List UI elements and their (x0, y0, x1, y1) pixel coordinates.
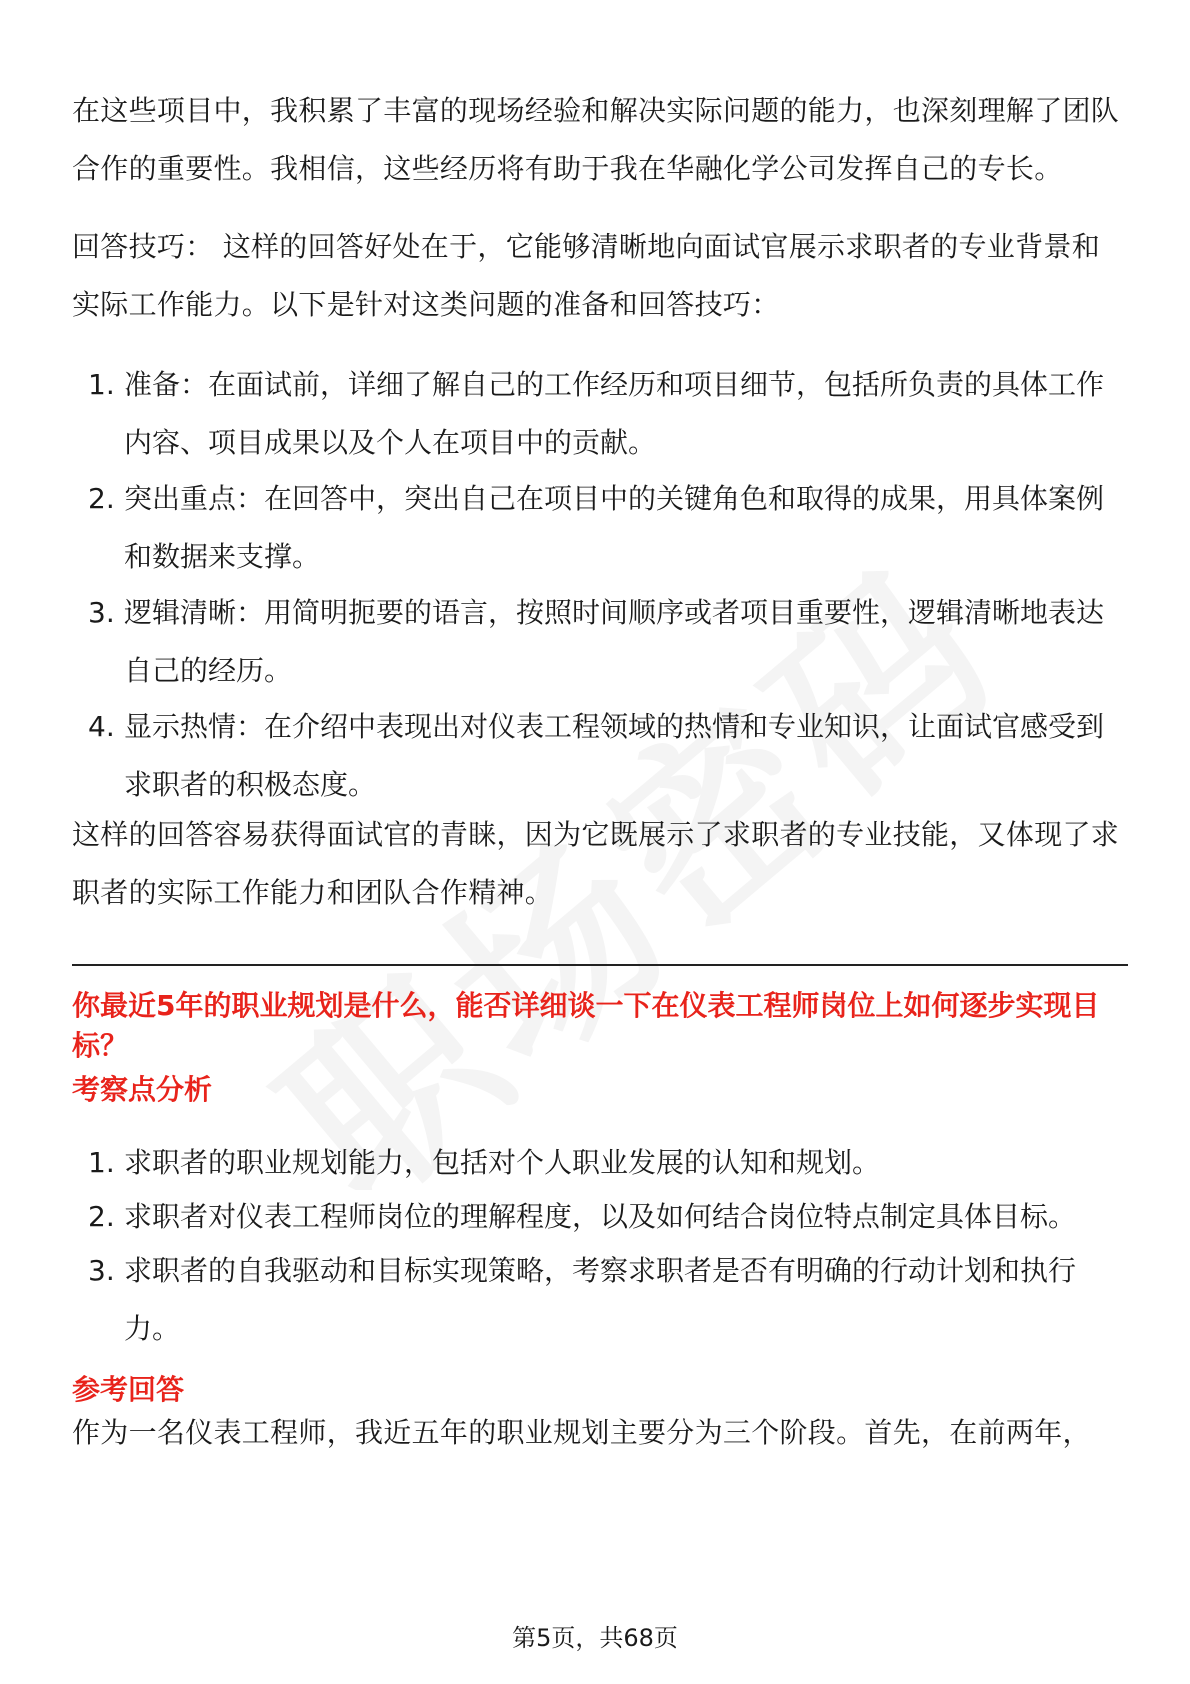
list-item-number: 2. (88, 1200, 115, 1233)
list-item (72, 698, 1128, 814)
list-item-number: 3. (88, 1254, 115, 1287)
section-divider (72, 964, 1128, 966)
paragraph-answer-tips: 回答技巧： 这样的回答好处在于，它能够清晰地向面试官展示求职者的专业背景和实际工作能力。以下是针对这类问题的准备和回答技巧： (72, 230, 1101, 321)
page-number-footer: 第5页，共68页 (512, 1624, 678, 1652)
list-item-number: 1. (88, 1146, 115, 1179)
list-item-text: 显示热情：在介绍中表现出对仪表工程领域的热情和专业知识，让面试官感受到求职者的积极态度。 (124, 710, 1105, 801)
list-item (72, 1134, 1128, 1192)
paragraph-answer-start: 作为一名仪表工程师，我近五年的职业规划主要分为三个阶段。首先，在前两年， (72, 1416, 1091, 1449)
list-item-number: 4. (88, 710, 115, 743)
list-item (72, 584, 1128, 700)
list-item-number: 2. (88, 482, 115, 515)
answer-heading: 参考回答 (72, 1373, 185, 1406)
paragraph-summary: 这样的回答容易获得面试官的青睐，因为它既展示了求职者的专业技能，又体现了求职者的实际工作能力和团队合作精神。 (72, 818, 1120, 909)
tips-list (72, 356, 1128, 814)
list-item-text: 求职者的自我驱动和目标实现策略，考察求职者是否有明确的行动计划和执行力。 (124, 1254, 1077, 1345)
list-item-text: 逻辑清晰：用简明扼要的语言，按照时间顺序或者项目重要性，逻辑清晰地表达自己的经历。 (124, 596, 1105, 687)
list-item-text: 突出重点：在回答中，突出自己在项目中的关键角色和取得的成果，用具体案例和数据来支撑。 (124, 482, 1105, 573)
list-item-text: 求职者的职业规划能力，包括对个人职业发展的认知和规划。 (124, 1146, 881, 1179)
list-item-text: 准备：在面试前，详细了解自己的工作经历和项目细节，包括所负责的具体工作内容、项目成果以及个人在项目中的贡献。 (124, 368, 1105, 459)
list-item (72, 1242, 1128, 1358)
list-item-number: 3. (88, 596, 115, 629)
analysis-list (72, 1134, 1128, 1358)
paragraph-project-experience: 在这些项目中，我积累了丰富的现场经验和解决实际问题的能力，也深刻理解了团队合作的重要性。我相信，这些经历将有助于我在华融化学公司发挥自己的专长。 (72, 94, 1120, 185)
list-item (72, 1188, 1128, 1246)
list-item-text: 求职者对仪表工程师岗位的理解程度，以及如何结合岗位特点制定具体目标。 (124, 1200, 1077, 1233)
analysis-heading: 考察点分析 (72, 1073, 213, 1106)
list-item-number: 1. (88, 368, 115, 401)
list-item (72, 470, 1128, 586)
question-title: 你最近5年的职业规划是什么，能否详细谈一下在仪表工程师岗位上如何逐步实现目标？ (72, 989, 1100, 1062)
list-item (72, 356, 1128, 472)
